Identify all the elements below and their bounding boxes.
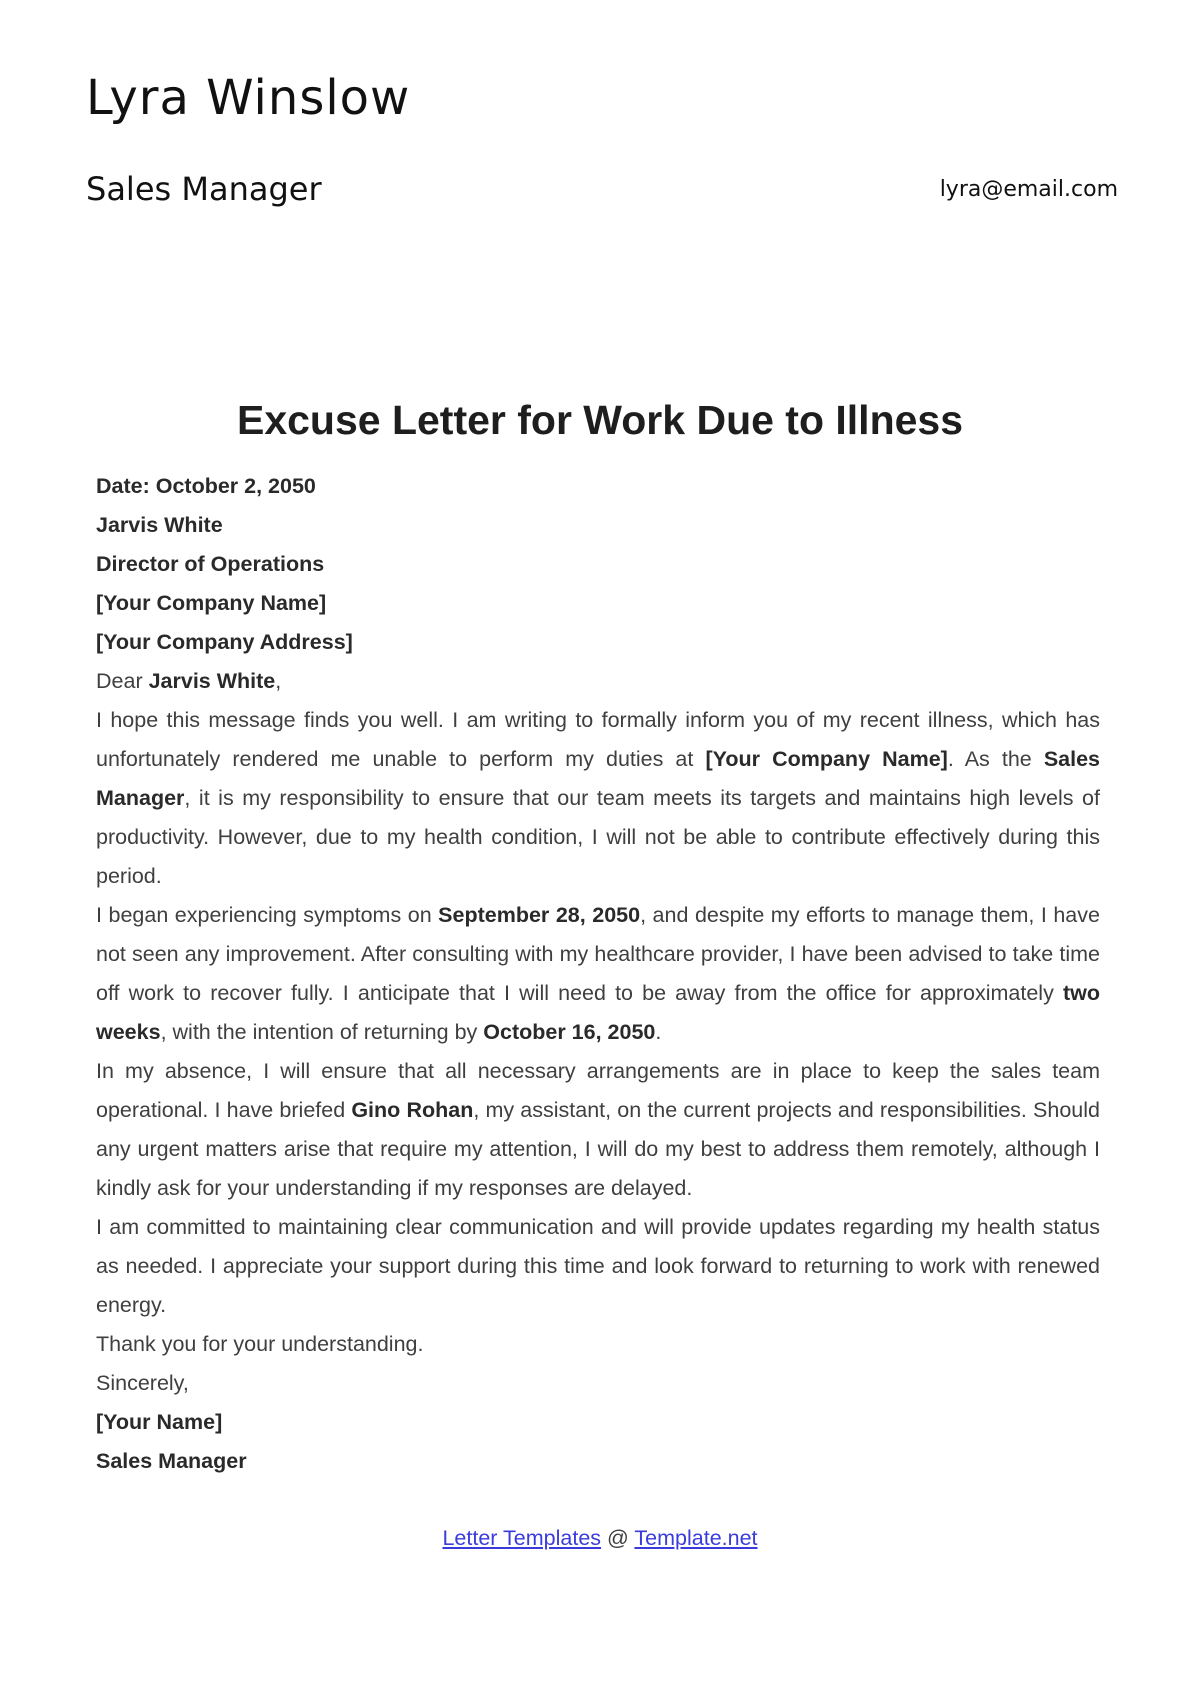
recipient-company: [Your Company Name] bbox=[96, 591, 327, 615]
closing-sign-off: Sincerely, bbox=[96, 1371, 189, 1395]
paragraph-3 bbox=[96, 1052, 1100, 1208]
salutation bbox=[96, 662, 1100, 701]
p1-text-2: . As the bbox=[947, 747, 1044, 771]
p2-text-4: . bbox=[655, 1020, 662, 1044]
p1-text-3: , it is my responsibility to ensure that our team meets its targets and maintains high levels of productivity. However, due to my health condition, I will not be able to contribute effectively during this period. bbox=[96, 786, 1100, 888]
letter-body bbox=[96, 467, 1100, 1481]
p2-text-1: I began experiencing symptoms on bbox=[96, 903, 439, 927]
p2-bold-return-date: October 16, 2050 bbox=[483, 1020, 656, 1044]
date-line: Date: October 2, 2050 bbox=[96, 474, 316, 498]
signer-title: Sales Manager bbox=[96, 1449, 247, 1473]
paragraph-2 bbox=[96, 896, 1100, 1052]
p3-bold-assistant: Gino Rohan bbox=[351, 1098, 474, 1122]
p1-bold-company: [Your Company Name] bbox=[705, 747, 948, 771]
recipient-position: Director of Operations bbox=[96, 552, 325, 576]
sender-email: lyra@email.com bbox=[939, 177, 1118, 202]
p1-bold-role: Sales Manager bbox=[96, 747, 1101, 810]
template-net-link[interactable]: Template.net bbox=[634, 1526, 758, 1550]
salutation-name: Jarvis White bbox=[148, 669, 276, 693]
paragraph-1 bbox=[96, 701, 1100, 896]
closing-thanks: Thank you for your understanding. bbox=[96, 1332, 424, 1356]
signer-name: [Your Name] bbox=[96, 1410, 223, 1434]
footer bbox=[0, 1526, 1200, 1551]
p2-bold-duration: two weeks bbox=[96, 981, 1100, 1044]
p2-text-3: , with the intention of returning by bbox=[160, 1020, 484, 1044]
p2-text-2: , and despite my efforts to manage them, I have not seen any improvement. After consulting with my healthcare provider, I have been advised to take time off work to recover fully. I anticipate that I will need to be away from the office for approximately bbox=[96, 903, 1100, 1005]
p3-text-2: , my assistant, on the current projects and responsibilities. Should any urgent matters arise that require my attention, I will do my best to address them remotely, although I kindly ask for your understanding if my responses are delayed. bbox=[96, 1098, 1101, 1200]
recipient-address: [Your Company Address] bbox=[96, 630, 353, 654]
footer-separator: @ bbox=[601, 1526, 635, 1550]
p2-bold-start-date: September 28, 2050 bbox=[438, 903, 641, 927]
letter-templates-link[interactable]: Letter Templates bbox=[442, 1526, 602, 1550]
letter-title: Excuse Letter for Work Due to Illness bbox=[236, 397, 964, 443]
p3-text-1: In my absence, I will ensure that all necessary arrangements are in place to keep the sales team operational. I have briefed bbox=[96, 1059, 1100, 1122]
salutation-suffix: , bbox=[275, 669, 282, 693]
recipient-name: Jarvis White bbox=[96, 513, 223, 537]
sender-role: Sales Manager bbox=[86, 170, 322, 208]
salutation-prefix: Dear bbox=[96, 669, 149, 693]
sender-name: Lyra Winslow bbox=[86, 70, 411, 126]
paragraph-4: I am committed to maintaining clear communication and will provide updates regarding my health status as needed. I appreciate your support during this time and look forward to returning to work with renewed energy. bbox=[96, 1215, 1100, 1317]
p1-text-1: I hope this message finds you well. I am writing to formally inform you of my recent illness, which has unfortunately rendered me unable to perform my duties at bbox=[96, 708, 1100, 771]
